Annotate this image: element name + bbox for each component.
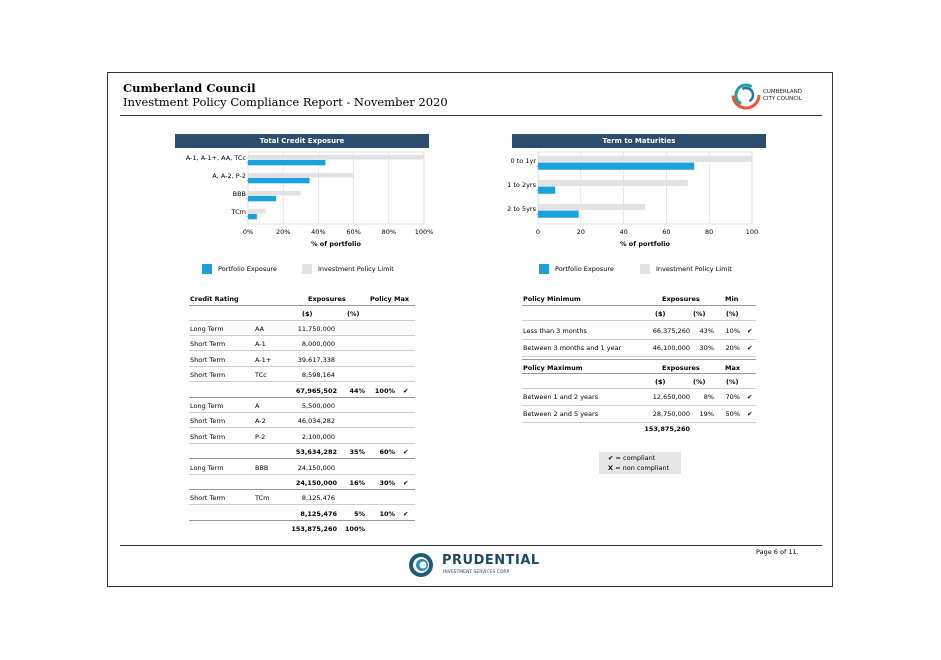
credit-legend-exposure bbox=[202, 264, 277, 274]
y-category-label: 0 to 1yr bbox=[510, 156, 536, 165]
term-label: Short Term bbox=[190, 432, 226, 441]
term-row-limit: 10% bbox=[725, 327, 740, 335]
term-legend-limit-swatch bbox=[640, 264, 650, 274]
x-tick-label: 20% bbox=[275, 228, 291, 236]
y-category-label: A, A-2, P-2 bbox=[212, 172, 246, 181]
page-number: Page 6 of 11. bbox=[756, 548, 799, 556]
amount: 46,034,282 bbox=[297, 417, 335, 426]
x-tick-label: 60 bbox=[662, 228, 671, 236]
amount: 5,500,000 bbox=[301, 402, 335, 410]
compliant-tick-icon: ✔ bbox=[403, 509, 409, 518]
credit-table-row bbox=[189, 429, 415, 444]
term-table bbox=[522, 291, 756, 441]
term-min-header-min: Min bbox=[725, 295, 739, 303]
term-row-pct: 8% bbox=[703, 393, 714, 401]
credit-header-exposures: Exposures bbox=[308, 295, 346, 303]
subtotal-pct: 35% bbox=[349, 448, 365, 457]
credit-legend-limit bbox=[302, 264, 394, 274]
council-logo-icon bbox=[731, 79, 761, 111]
subtotal-pct: 5% bbox=[353, 509, 365, 518]
bar-policy-limit bbox=[538, 204, 645, 210]
credit-chart bbox=[148, 149, 438, 253]
term-legend-exposure-swatch bbox=[539, 264, 549, 274]
policy-max: 100% bbox=[374, 386, 395, 395]
credit-legend-exposure-swatch bbox=[202, 264, 212, 274]
term-legend-exposure bbox=[539, 264, 614, 274]
rating-label: BBB bbox=[255, 463, 269, 472]
x-axis-label: % of portfolio bbox=[620, 240, 670, 248]
credit-total-pct: 100% bbox=[344, 525, 365, 533]
prudential-logo-icon bbox=[406, 550, 436, 580]
x-tick-label: 100 bbox=[745, 228, 759, 236]
credit-table-row bbox=[189, 413, 415, 428]
rating-label: TCm bbox=[255, 494, 270, 503]
term-row-amount: 28,750,000 bbox=[652, 410, 690, 418]
x-tick-label: 60% bbox=[346, 228, 361, 236]
term-label: Long Term bbox=[190, 402, 224, 410]
credit-subtotal-row bbox=[189, 506, 415, 521]
rating-label: AA bbox=[255, 325, 265, 333]
amount: 8,598,164 bbox=[301, 371, 335, 380]
amount: 8,125,476 bbox=[301, 494, 335, 503]
term-label: Short Term bbox=[190, 340, 226, 349]
rating-label: A bbox=[255, 402, 260, 410]
term-min-header-label: Policy Minimum bbox=[523, 295, 581, 303]
term-min-row bbox=[522, 323, 756, 340]
x-tick-label: 80 bbox=[705, 228, 714, 236]
subtotal-amount: 67,965,502 bbox=[295, 386, 337, 395]
term-max-header-exposures: Exposures bbox=[662, 364, 700, 372]
term-min-header-exposures: Exposures bbox=[662, 295, 700, 303]
credit-table-row bbox=[189, 321, 415, 336]
term-chart bbox=[498, 149, 778, 253]
term-max-header-label: Policy Maximum bbox=[523, 364, 583, 372]
term-max-header-pct: (%) bbox=[693, 378, 706, 386]
x-tick-label: 80% bbox=[381, 228, 397, 236]
compliant-tick-icon: ✔ bbox=[747, 344, 753, 352]
key-compliant-label: = compliant bbox=[615, 454, 656, 462]
bar-policy-limit bbox=[248, 209, 266, 214]
credit-legend-exposure-label: Portfolio Exposure bbox=[218, 265, 277, 273]
footer-divider bbox=[120, 545, 822, 546]
policy-max: 10% bbox=[379, 509, 395, 518]
compliant-tick-icon: ✔ bbox=[608, 454, 614, 462]
bar-policy-limit bbox=[538, 180, 688, 186]
y-category-label: 1 to 2yrs bbox=[507, 180, 536, 189]
bar-policy-limit bbox=[538, 156, 752, 162]
compliant-tick-icon: ✔ bbox=[403, 479, 409, 487]
credit-table-row bbox=[189, 398, 415, 413]
key-non-compliant-label: = non compliant bbox=[615, 464, 670, 472]
bar-portfolio-exposure bbox=[538, 163, 694, 170]
report-subtitle: Investment Policy Compliance Report - November 2020 bbox=[123, 95, 448, 109]
term-row-pct: 30% bbox=[699, 344, 714, 352]
term-legend-limit-label: Investment Policy Limit bbox=[656, 265, 732, 273]
credit-header-pct: (%) bbox=[347, 310, 360, 318]
subtotal-amount: 8,125,476 bbox=[300, 509, 337, 518]
logo-line-2: CITY COUNCIL bbox=[763, 95, 802, 102]
credit-legend-limit-swatch bbox=[302, 264, 312, 274]
y-category-label: TCm bbox=[231, 208, 246, 217]
term-row-amount: 12,650,000 bbox=[652, 393, 690, 401]
credit-chart-title: Total Credit Exposure bbox=[175, 134, 429, 148]
credit-table-row bbox=[189, 460, 415, 475]
key-compliant bbox=[608, 454, 655, 462]
amount: 2,100,000 bbox=[301, 432, 335, 441]
compliant-tick-icon: ✔ bbox=[747, 327, 753, 335]
term-max-row bbox=[522, 389, 756, 406]
credit-table-row bbox=[189, 352, 415, 367]
bar-portfolio-exposure bbox=[538, 187, 555, 194]
amount: 8,000,000 bbox=[301, 340, 335, 349]
amount: 24,150,000 bbox=[297, 463, 335, 472]
amount: 11,750,000 bbox=[297, 325, 335, 333]
compliant-tick-icon: ✔ bbox=[403, 386, 409, 395]
compliant-tick-icon: ✔ bbox=[403, 448, 409, 457]
term-row-pct: 43% bbox=[699, 327, 714, 335]
term-max-header-pct-2: (%) bbox=[726, 378, 739, 386]
credit-subtotal-row bbox=[189, 383, 415, 398]
term-min-header bbox=[522, 291, 756, 306]
x-tick-label: 40 bbox=[619, 228, 628, 236]
x-tick-label: 0% bbox=[242, 228, 254, 236]
council-logo bbox=[731, 79, 831, 113]
report-org: Cumberland Council bbox=[123, 81, 256, 95]
compliant-tick-icon: ✔ bbox=[747, 410, 753, 418]
subtotal-amount: 24,150,000 bbox=[295, 479, 337, 487]
credit-subtotal-row bbox=[189, 475, 415, 490]
report-page bbox=[107, 72, 833, 587]
term-row-amount: 66,375,260 bbox=[652, 327, 690, 335]
x-tick-label: 0 bbox=[535, 228, 541, 236]
non-compliant-x-icon: X bbox=[608, 464, 614, 472]
term-row-label: Between 2 and 5 years bbox=[523, 410, 599, 418]
x-axis-label: % of portfolio bbox=[311, 240, 361, 248]
term-row-amount: 46,100,000 bbox=[652, 344, 690, 352]
bar-policy-limit bbox=[248, 191, 301, 196]
credit-table-header bbox=[189, 291, 415, 306]
credit-table-row bbox=[189, 367, 415, 382]
term-legend-limit bbox=[640, 264, 732, 274]
key-non-compliant bbox=[608, 464, 669, 472]
bar-portfolio-exposure bbox=[248, 178, 310, 183]
term-max-subheader bbox=[522, 374, 756, 389]
y-category-label: BBB bbox=[232, 190, 246, 199]
credit-subtotal-row bbox=[189, 444, 415, 459]
term-min-header-pct-2: (%) bbox=[726, 310, 739, 318]
term-row-label: Between 3 months and 1 year bbox=[523, 344, 622, 352]
subtotal-amount: 53,634,282 bbox=[295, 448, 337, 457]
term-max-header bbox=[522, 359, 756, 374]
logo-line-1: CUMBERLAND bbox=[763, 89, 802, 95]
term-label: Short Term bbox=[190, 417, 226, 426]
amount: 39,617,338 bbox=[297, 355, 335, 364]
y-category-label: 2 to 5yrs bbox=[507, 204, 536, 213]
subtotal-pct: 44% bbox=[349, 386, 365, 395]
credit-table-subheader bbox=[189, 306, 415, 321]
header-divider bbox=[120, 115, 822, 116]
bar-policy-limit bbox=[248, 173, 354, 178]
term-min-header-pct: (%) bbox=[693, 310, 706, 318]
rating-label: A-1 bbox=[255, 340, 266, 349]
term-min-header-dollars: ($) bbox=[655, 310, 666, 318]
term-label: Short Term bbox=[190, 371, 226, 380]
credit-table-row bbox=[189, 490, 415, 505]
credit-table bbox=[189, 291, 415, 537]
credit-header-policy-max: Policy Max bbox=[370, 295, 410, 303]
compliant-tick-icon: ✔ bbox=[747, 393, 753, 401]
prudential-brand: PRUDENTIAL bbox=[442, 553, 540, 568]
term-row-label: Between 1 and 2 years bbox=[523, 393, 599, 401]
term-row-label: Less than 3 months bbox=[523, 327, 587, 335]
credit-total-amount: 153,875,260 bbox=[291, 525, 337, 533]
rating-label: TCc bbox=[255, 371, 267, 380]
prudential-logo bbox=[406, 550, 546, 580]
term-max-header-max: Max bbox=[725, 364, 741, 372]
bar-portfolio-exposure bbox=[538, 211, 579, 218]
policy-max: 30% bbox=[379, 479, 395, 487]
credit-legend-limit-label: Investment Policy Limit bbox=[318, 265, 394, 273]
term-chart-title: Term to Maturities bbox=[512, 134, 766, 148]
term-label: Long Term bbox=[190, 325, 224, 333]
term-label: Long Term bbox=[190, 463, 224, 472]
x-tick-label: 20 bbox=[576, 228, 585, 236]
policy-max: 60% bbox=[379, 448, 395, 457]
term-max-header-dollars: ($) bbox=[655, 378, 666, 386]
compliance-key bbox=[599, 452, 681, 474]
term-row-limit: 20% bbox=[725, 344, 740, 352]
term-min-row bbox=[522, 340, 756, 357]
rating-label: A-1+ bbox=[255, 355, 272, 364]
term-row-pct: 19% bbox=[699, 410, 714, 418]
bar-portfolio-exposure bbox=[248, 196, 276, 201]
bar-policy-limit bbox=[248, 155, 424, 160]
term-row-limit: 50% bbox=[725, 410, 740, 418]
rating-label: P-2 bbox=[255, 432, 266, 441]
bar-portfolio-exposure bbox=[248, 160, 325, 165]
credit-header-dollars: ($) bbox=[302, 310, 313, 318]
bar-portfolio-exposure bbox=[248, 214, 257, 219]
term-total-amount: 153,875,260 bbox=[644, 425, 690, 433]
term-total-row bbox=[522, 421, 756, 436]
x-tick-label: 40% bbox=[311, 228, 326, 236]
term-label: Short Term bbox=[190, 494, 226, 503]
prudential-brand-sub: INVESTMENT SERVICES CORP bbox=[443, 570, 510, 575]
y-category-label: A-1, A-1+, AA, TCc bbox=[185, 154, 246, 163]
x-tick-label: 100% bbox=[414, 228, 434, 236]
term-legend-exposure-label: Portfolio Exposure bbox=[555, 265, 614, 273]
term-label: Short Term bbox=[190, 355, 226, 364]
term-min-subheader bbox=[522, 306, 756, 321]
credit-header-rating: Credit Rating bbox=[190, 295, 239, 303]
credit-table-row bbox=[189, 336, 415, 351]
subtotal-pct: 16% bbox=[349, 479, 365, 487]
term-row-limit: 70% bbox=[725, 393, 740, 401]
rating-label: A-2 bbox=[255, 417, 266, 426]
credit-total-row bbox=[189, 521, 415, 536]
